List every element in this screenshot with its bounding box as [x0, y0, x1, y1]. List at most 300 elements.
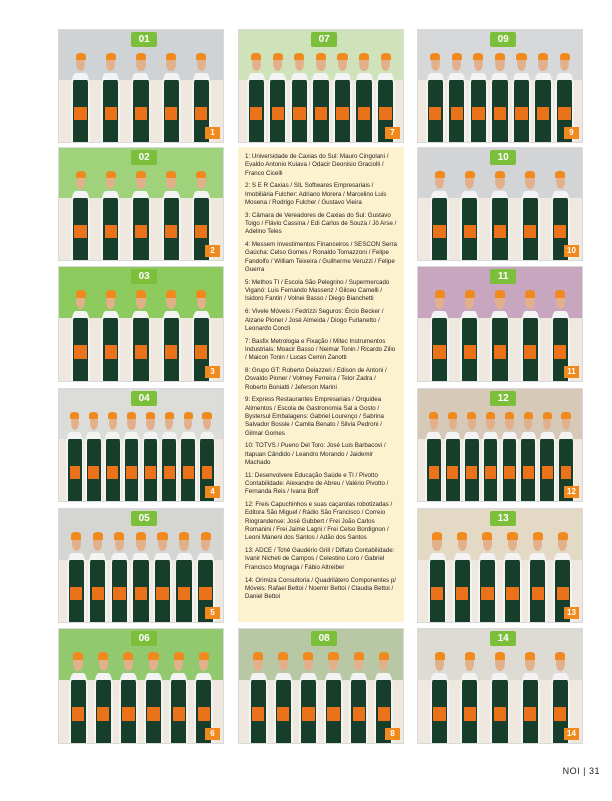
apron-pocket — [195, 345, 207, 358]
cap — [303, 652, 313, 659]
apron-pocket — [494, 225, 506, 238]
apron-pocket — [97, 707, 109, 720]
person-figure — [100, 288, 121, 381]
person-figure — [462, 409, 481, 501]
photo-number-badge: 09 — [490, 32, 516, 47]
apron-pocket — [358, 107, 370, 120]
person-figure — [298, 650, 319, 743]
apron-pocket — [113, 587, 125, 600]
person-figure — [68, 650, 89, 743]
cap — [435, 171, 445, 178]
apron-pocket — [178, 587, 190, 600]
photo-11 — [417, 266, 583, 382]
apron-pocket — [481, 587, 493, 600]
photo-number-badge: 06 — [131, 631, 157, 646]
cap — [560, 53, 570, 60]
photo-08 — [238, 628, 404, 744]
person-figure — [87, 529, 108, 622]
person-figure — [93, 650, 114, 743]
photo-10 — [417, 147, 583, 261]
cap — [184, 412, 193, 419]
photo-number-badge: 13 — [490, 511, 516, 526]
apron-pocket — [272, 107, 284, 120]
photo-group — [425, 650, 576, 743]
apron-pocket — [557, 587, 569, 600]
cap — [473, 53, 483, 60]
cap — [430, 53, 440, 60]
cap — [136, 290, 146, 297]
person-figure — [130, 288, 151, 381]
apron-pocket — [173, 707, 185, 720]
cap — [558, 532, 568, 539]
person-figure — [273, 650, 294, 743]
apron-pocket — [494, 107, 506, 120]
apron-pocket — [122, 707, 134, 720]
apron-pocket — [515, 107, 527, 120]
apron-pocket — [466, 466, 477, 479]
cap — [76, 290, 86, 297]
person-figure — [489, 288, 510, 381]
person-figure — [160, 409, 179, 501]
photo-13 — [417, 508, 583, 623]
photo-05 — [58, 508, 224, 623]
person-figure — [130, 168, 151, 260]
apron-pocket — [135, 107, 147, 120]
cap — [253, 652, 263, 659]
cap — [196, 171, 206, 178]
apron-pocket — [126, 466, 137, 479]
person-figure — [246, 50, 267, 142]
apron-pocket — [195, 225, 207, 238]
apron-pocket — [431, 587, 443, 600]
apron-pocket — [379, 107, 391, 120]
cap — [525, 171, 535, 178]
apron-pocket — [74, 345, 86, 358]
photo-index-badge: 2 — [205, 245, 220, 257]
cap — [166, 171, 176, 178]
person-figure — [173, 529, 194, 622]
cap — [495, 53, 505, 60]
person-figure — [332, 50, 353, 142]
apron-pocket — [506, 587, 518, 600]
cap — [525, 290, 535, 297]
photo-index-badge: 14 — [564, 728, 579, 740]
apron-pocket — [195, 107, 207, 120]
person-figure — [532, 50, 553, 142]
person-figure — [425, 409, 444, 501]
apron-pocket — [202, 466, 213, 479]
person-figure — [500, 409, 519, 501]
apron-pocket — [327, 707, 339, 720]
photo-group — [246, 650, 397, 743]
cap — [199, 652, 209, 659]
cap — [179, 532, 189, 539]
person-figure — [161, 168, 182, 260]
apron-pocket — [315, 107, 327, 120]
person-figure — [446, 50, 467, 142]
apron-pocket — [165, 107, 177, 120]
person-figure — [152, 529, 173, 622]
photo-12 — [417, 388, 583, 502]
person-figure — [519, 409, 538, 501]
photo-03 — [58, 266, 224, 382]
cap — [337, 53, 347, 60]
apron-pocket — [336, 107, 348, 120]
caption-5: 5: Methos TI / Escola São Pelegrino / Supermercado Viganó: Luis Fernando Massenz / Gilceu Camelli / Isidoro Fantin / Volnei Basso / Diego Bianchetti — [245, 278, 390, 303]
caption-12: 12: Freis Capuchinhos e suas caçarolas robotizadas / Editora São Miguel / Rádio São Francisco / Correio Riograndense: José Gubbert / Frei João Carlos Romanini / Frei Jaime Lagni / Frei Celso Bordignon / Leoni Maneni dos Santos / Adão dos Santos — [245, 501, 393, 542]
apron-pocket — [88, 466, 99, 479]
cap — [70, 412, 79, 419]
photo-index-badge: 4 — [205, 486, 220, 498]
photo-group — [66, 288, 217, 381]
photo-group — [66, 529, 217, 622]
photo-number-badge: 12 — [490, 391, 516, 406]
apron-pocket — [554, 225, 566, 238]
person-figure — [429, 168, 450, 260]
cap — [525, 652, 535, 659]
photo-index-badge: 12 — [564, 486, 579, 498]
cap — [381, 53, 391, 60]
cap — [538, 53, 548, 60]
cap — [379, 652, 389, 659]
photo-index-badge: 11 — [564, 366, 579, 378]
cap — [435, 652, 445, 659]
photo-number-badge: 03 — [131, 269, 157, 284]
cap — [495, 290, 505, 297]
cap — [465, 290, 475, 297]
cap — [127, 412, 136, 419]
photo-number-badge: 07 — [311, 32, 337, 47]
apron-pocket — [105, 345, 117, 358]
person-figure — [100, 50, 121, 142]
cap — [93, 532, 103, 539]
person-figure — [161, 288, 182, 381]
apron-pocket — [433, 707, 445, 720]
cap — [196, 53, 206, 60]
apron-pocket — [532, 587, 544, 600]
photo-index-badge: 7 — [385, 127, 400, 139]
apron-pocket — [447, 466, 458, 479]
apron-pocket — [485, 466, 496, 479]
caption-2: 2: S E R Caxias / SIL Softwares Empresariais / Imobiliária Fulcher: Adriano Morera / Marcelino Luis Mosena / Rodrigo Fulcher / Gustavo Vieira — [245, 182, 387, 206]
cap — [166, 290, 176, 297]
person-figure — [70, 168, 91, 260]
photo-number-badge: 14 — [490, 631, 516, 646]
person-figure — [429, 288, 450, 381]
apron-pocket — [293, 107, 305, 120]
caption-4: 4: Messem Investimentos Financeiros / SESCON Serra Gaúcha: Celso Gomes / Ronaldo Tomazzoni / Felipe Fandolfo / William Teixeira / Guilherme Veruzzi / Felipe Guerra — [245, 241, 397, 274]
person-figure — [122, 409, 141, 501]
apron-pocket — [494, 707, 506, 720]
person-figure — [459, 288, 480, 381]
person-figure — [452, 529, 473, 622]
person-figure — [468, 50, 489, 142]
photo-09 — [417, 29, 583, 143]
cap — [136, 171, 146, 178]
person-figure — [443, 409, 462, 501]
cap — [71, 532, 81, 539]
cap — [76, 53, 86, 60]
apron-pocket — [165, 225, 177, 238]
cap — [174, 652, 184, 659]
cap — [507, 532, 517, 539]
cap — [165, 412, 174, 419]
person-figure — [353, 50, 374, 142]
person-figure — [179, 409, 198, 501]
apron-pocket — [105, 225, 117, 238]
caption-7: 7: Basfix Metrologia e Fixação / Mitec Instrumentos Industriais: Moacir Basso / Neimar Tonin / Ricardo Zilio / Maicon Tonin / Lucas Cemin Zanotti — [245, 337, 396, 362]
cap — [273, 53, 283, 60]
cap — [106, 290, 116, 297]
apron-pocket — [429, 107, 441, 120]
photo-04 — [58, 388, 224, 502]
cap — [555, 652, 565, 659]
apron-pocket — [451, 107, 463, 120]
apron-pocket — [107, 466, 118, 479]
person-figure — [130, 50, 151, 142]
cap — [561, 412, 570, 419]
cap — [89, 412, 98, 419]
cap — [505, 412, 514, 419]
cap — [196, 290, 206, 297]
caption-1: 1: Universidade de Caxias do Sul: Mauro Cingolani / Evaldo Antonio Kuiava / Odacir Deonisio Graciolli / Franco Cicelli — [245, 153, 389, 177]
apron-pocket — [524, 345, 536, 358]
person-figure — [520, 650, 541, 743]
cap — [359, 53, 369, 60]
cap — [543, 412, 552, 419]
apron-pocket — [558, 107, 570, 120]
photo-number-badge: 11 — [490, 269, 516, 284]
person-figure — [459, 650, 480, 743]
cap — [106, 53, 116, 60]
cap — [108, 412, 117, 419]
cap — [316, 53, 326, 60]
cap — [495, 171, 505, 178]
person-figure — [489, 50, 510, 142]
photo-07 — [238, 29, 404, 143]
apron-pocket — [145, 466, 156, 479]
person-figure — [70, 288, 91, 381]
cap — [482, 532, 492, 539]
person-figure — [103, 409, 122, 501]
person-figure — [66, 409, 85, 501]
person-figure — [429, 650, 450, 743]
cap — [136, 532, 146, 539]
person-figure — [520, 288, 541, 381]
caption-box — [238, 147, 404, 622]
person-figure — [109, 529, 130, 622]
apron-pocket — [472, 107, 484, 120]
cap — [136, 53, 146, 60]
apron-pocket — [135, 345, 147, 358]
person-figure — [459, 168, 480, 260]
photo-number-badge: 10 — [490, 150, 516, 165]
apron-pocket — [554, 345, 566, 358]
person-figure — [538, 409, 557, 501]
cap — [278, 652, 288, 659]
person-figure — [161, 50, 182, 142]
cap — [148, 652, 158, 659]
photo-group — [66, 168, 217, 260]
caption-3: 3: Câmara de Vereadores de Caxias do Sul: Gustavo Toigo / Flávio Cassina / Edi Carlos de Souza / Jô Arse / Adelino Teles — [245, 211, 397, 236]
apron-pocket — [554, 707, 566, 720]
apron-pocket — [429, 466, 440, 479]
person-figure — [168, 650, 189, 743]
cap — [457, 532, 467, 539]
photo-01 — [58, 29, 224, 143]
apron-pocket — [433, 345, 445, 358]
cap — [516, 53, 526, 60]
person-figure — [511, 50, 532, 142]
apron-pocket — [464, 345, 476, 358]
caption-10: 10: TOTVS / Pueno Del Toro: José Luis Barbacovi / Itapuan Cândido / Leandro Morando / Jaidemir Machado — [245, 442, 386, 466]
apron-pocket — [542, 466, 553, 479]
apron-pocket — [561, 466, 572, 479]
apron-pocket — [433, 225, 445, 238]
photo-group — [246, 50, 397, 142]
caption-6: 6: Vivele Móveis / Fedrizzi Seguros: Ércio Becker / Alzane Pioner / José Almeida / Diogo Furlanetto / Leonardo Concli — [245, 308, 384, 332]
apron-pocket — [277, 707, 289, 720]
person-figure — [323, 650, 344, 743]
apron-pocket — [524, 707, 536, 720]
person-figure — [427, 529, 448, 622]
cap — [328, 652, 338, 659]
photo-group — [66, 650, 217, 743]
person-figure — [527, 529, 548, 622]
caption-14: 14: Orimiza Consultoria / Quadrilátero Componentes p/ Móveis: Rafael Bettoi / Noemir Bettoi / Claudia Bettoi / Daniel Bettoi — [245, 576, 396, 601]
apron-pocket — [164, 466, 175, 479]
apron-pocket — [198, 707, 210, 720]
cap — [202, 412, 211, 419]
apron-pocket — [524, 225, 536, 238]
apron-pocket — [464, 707, 476, 720]
cap — [555, 171, 565, 178]
cap — [251, 53, 261, 60]
person-figure — [502, 529, 523, 622]
photo-number-badge: 02 — [131, 150, 157, 165]
photo-group — [66, 50, 217, 142]
page-footer: NOI | 31 — [562, 766, 600, 776]
apron-pocket — [199, 587, 211, 600]
apron-pocket — [147, 707, 159, 720]
photo-group — [425, 409, 576, 501]
person-figure — [481, 409, 500, 501]
cap — [448, 412, 457, 419]
apron-pocket — [250, 107, 262, 120]
person-figure — [289, 50, 310, 142]
cap — [201, 532, 211, 539]
cap — [465, 652, 475, 659]
person-figure — [143, 650, 164, 743]
photo-06 — [58, 628, 224, 744]
photo-index-badge: 8 — [385, 728, 400, 740]
apron-pocket — [378, 707, 390, 720]
apron-pocket — [165, 345, 177, 358]
person-figure — [84, 409, 103, 501]
cap — [467, 412, 476, 419]
person-figure — [70, 50, 91, 142]
cap — [533, 532, 543, 539]
photo-group — [425, 50, 576, 142]
apron-pocket — [252, 707, 264, 720]
person-figure — [118, 650, 139, 743]
cap — [157, 532, 167, 539]
apron-pocket — [464, 225, 476, 238]
photo-index-badge: 13 — [564, 607, 579, 619]
apron-pocket — [523, 466, 534, 479]
caption-11: 11: Desenvolvere Educação Saúde e TI / Pivotto Contabilidade: Alexandre de Abreu / Valério Pivotto / Fernanda Reis / Ivana Boff — [245, 471, 389, 496]
photo-group — [425, 168, 576, 260]
photo-index-badge: 5 — [205, 607, 220, 619]
person-figure — [248, 650, 269, 743]
photo-index-badge: 6 — [205, 728, 220, 740]
cap — [146, 412, 155, 419]
person-figure — [267, 50, 288, 142]
apron-pocket — [302, 707, 314, 720]
cap — [524, 412, 533, 419]
apron-pocket — [156, 587, 168, 600]
photo-group — [425, 288, 576, 381]
person-figure — [520, 168, 541, 260]
apron-pocket — [353, 707, 365, 720]
apron-pocket — [537, 107, 549, 120]
photo-index-badge: 3 — [205, 366, 220, 378]
cap — [106, 171, 116, 178]
photo-index-badge: 1 — [205, 127, 220, 139]
person-figure — [489, 168, 510, 260]
caption-9: 9: Express Restaurantes Empresariais / Orquidea Alimentos / Escola de Gastronomia Sal a Gosto / Bystersul Embalagens: Gabriel Lourenço / Sabrina Salvador Bossle / Camila Benato / Silvia Pedroni / Gilmar Gomes — [245, 396, 384, 437]
photo-number-badge: 08 — [311, 631, 337, 646]
cap — [76, 171, 86, 178]
person-figure — [130, 529, 151, 622]
cap — [294, 53, 304, 60]
person-figure — [477, 529, 498, 622]
person-figure — [425, 50, 446, 142]
cap — [465, 171, 475, 178]
photo-group — [425, 529, 576, 622]
cap — [486, 412, 495, 419]
cap — [452, 53, 462, 60]
apron-pocket — [74, 107, 86, 120]
photo-index-badge: 10 — [564, 245, 579, 257]
apron-pocket — [70, 466, 81, 479]
photo-number-badge: 01 — [131, 32, 157, 47]
photo-number-badge: 04 — [131, 391, 157, 406]
apron-pocket — [72, 707, 84, 720]
apron-pocket — [456, 587, 468, 600]
cap — [354, 652, 364, 659]
photo-group — [66, 409, 217, 501]
person-figure — [348, 650, 369, 743]
cap — [123, 652, 133, 659]
person-figure — [141, 409, 160, 501]
apron-pocket — [494, 345, 506, 358]
cap — [432, 532, 442, 539]
apron-pocket — [504, 466, 515, 479]
apron-pocket — [105, 107, 117, 120]
person-figure — [66, 529, 87, 622]
caption-8: 8: Grupo GT: Roberto Delazzeri / Edison de Antoni / Osvaldo Pioner / Volmey Ferreira / Telor Zadra / Roberto Boniatti / Jeferson Marini — [245, 367, 387, 391]
photo-02 — [58, 147, 224, 261]
cap — [555, 290, 565, 297]
apron-pocket — [135, 587, 147, 600]
photo-index-badge: 9 — [564, 127, 579, 139]
apron-pocket — [135, 225, 147, 238]
person-figure — [100, 168, 121, 260]
cap — [495, 652, 505, 659]
caption-13: 13: ADCE / Tchê Gaudério Grill / Diffato Contabilidade: Ivanir Nicheti de Campos / Celestino Loro / Gabriel Francisco Mognaga / Fábio Altreiber — [245, 547, 395, 571]
cap — [114, 532, 124, 539]
